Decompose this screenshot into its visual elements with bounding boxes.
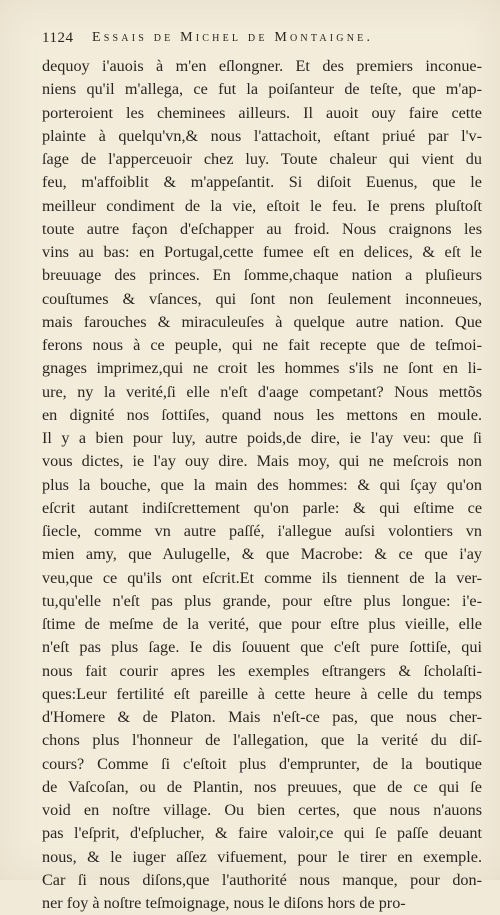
text-line: nous, & le iuger aſſez vifuement, pour le tirer en exemple. bbox=[42, 847, 482, 866]
page-header bbox=[42, 30, 472, 50]
text-line: ner foy à noſtre teſmoignage, nous le diſons hors de pro- bbox=[42, 894, 406, 912]
text-line: Il y a bien pour luy, autre poids,de dire, ie l'ay veu: que ſi bbox=[42, 429, 482, 447]
text-line: porteroient les cheminees ailleurs. Il auoit ouy faire cette bbox=[42, 103, 482, 122]
text-line: ſage de l'apperceuoir chez luy. Toute chaleur qui vient du bbox=[42, 150, 482, 168]
text-line: ques:Leur fertilité eſt pareille à cette heure à celle du temps bbox=[42, 684, 482, 703]
text-line: vins au bas: en Portugal,cette fumee eſt en delices, & eſt le bbox=[42, 243, 482, 261]
text-line: niens qu'il m'allega, ce fut la poiſanteur de teſte, que m'ap- bbox=[42, 80, 482, 99]
text-line: n'eſt pas plus ſage. Ie dis ſouuent que c'eſt pure ſottiſe, qui bbox=[42, 638, 482, 657]
text-line: meilleur condiment de la vie, eſtoit le feu. Ie prens pluſtoſt bbox=[42, 196, 482, 215]
text-line: nous fait courir apres les exemples eſtrangers & ſcholaſti- bbox=[42, 661, 482, 680]
text-line: dequoy i'auois à m'en eſlongner. Et des premiers inconue- bbox=[42, 57, 482, 75]
text-line: ſtime de meſme de la verité, que pour eſtre plus vieille, elle bbox=[42, 615, 482, 633]
text-line: gnages imprimez,qui ne croit les hommes s'ils ne ſont en li- bbox=[42, 359, 482, 378]
text-line: vous dictes, ie l'ay ouy dire. Mais moy, qui ne meſcrois non bbox=[42, 452, 482, 471]
text-line: mais farouches & miraculeuſes à quelque autre nation. Que bbox=[42, 312, 482, 331]
text-line: pas l'eſprit, d'eſplucher, & faire valoir,ce qui ſe paſſe deuant bbox=[42, 824, 482, 843]
text-line: mien amy, que Aulugelle, & que Macrobe: & ce que i'ay bbox=[42, 545, 482, 564]
text-line: ure, ny la verité,ſi elle n'eſt d'aage competant? Nous mettõs bbox=[42, 382, 482, 401]
text-line: chons plus l'honneur de l'allegation, que la verité du diſ- bbox=[42, 731, 482, 750]
text-line: void en noſtre village. Ou bien certes, que nous n'auons bbox=[42, 801, 482, 819]
text-line: feu, m'affoiblit & m'appeſantit. Si diſoit Euenus, que le bbox=[42, 173, 482, 192]
text-line: de Vaſcoſan, ou de Plantin, nos preuues, que de ce qui ſe bbox=[42, 777, 482, 796]
text-line: d'Homere & de Platon. Mais n'eſt-ce pas, que nous cher- bbox=[42, 708, 482, 726]
text-line: tu,qu'elle n'eſt pas plus grande, pour eſtre plus longue: i'e- bbox=[42, 591, 482, 610]
body-text bbox=[42, 55, 482, 915]
text-line: plus la bouche, que la main des hommes: & qui ſçay qu'on bbox=[42, 475, 482, 494]
text-line: en dignité nos ſottiſes, quand nous les mettons en moule. bbox=[42, 405, 482, 424]
text-line: toute autre façon d'eſchapper au froid. Nous craignons les bbox=[42, 219, 482, 238]
text-line: Car ſi nous diſons,que l'authorité nous manque, pour don- bbox=[42, 870, 482, 889]
text-line: veu,que ce qu'ils ont eſcrit.Et comme ils tiennent de la ver- bbox=[42, 568, 482, 587]
text-line: ferons nous à ce peuple, qui ne fait recepte que de teſmoi- bbox=[42, 336, 482, 354]
text-line: eſcrit autant indiſcrettement qu'on parle: & qui eſtime ce bbox=[42, 498, 482, 517]
running-head: Essais de Michel de Montaigne. bbox=[92, 30, 374, 45]
page-number: 1124 bbox=[42, 30, 74, 46]
text-line: cours? Comme ſi c'eſtoit plus d'emprunter, de la boutique bbox=[42, 754, 482, 773]
text-line: ſiecle, comme vn autre paſſé, i'allegue auſsi volontiers vn bbox=[42, 522, 482, 540]
text-line: plainte à quelqu'vn,& nous l'attachoit, eſtant priué par l'v- bbox=[42, 126, 482, 145]
text-line: breuuage des princes. En ſomme,chaque nation a pluſieurs bbox=[42, 266, 482, 285]
text-line: couſtumes & vſances, qui ſont non ſeulement inconneues, bbox=[42, 289, 482, 308]
